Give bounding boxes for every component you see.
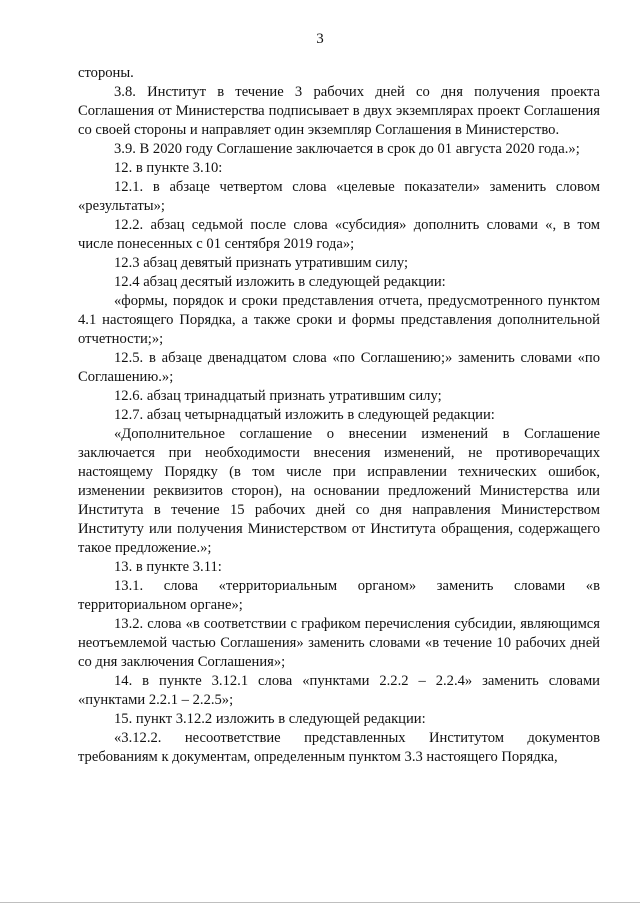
paragraph-item-12-6: 12.6. абзац тринадцатый признать утратившим силу; xyxy=(114,388,442,404)
paragraph-item-14: 14. в пункте 3.12.1 слова «пунктами 2.2.2 – 2.2.4» заменить словами «пунктами 2.2.1 – 2.2.5»; xyxy=(78,673,600,708)
scan-edge-line xyxy=(0,902,640,903)
paragraph-item-12: 12. в пункте 3.10: xyxy=(114,160,223,176)
paragraph-item-12-1: 12.1. в абзаце четвертом слова «целевые показатели» заменить словом «результаты»; xyxy=(78,179,600,214)
document-body xyxy=(78,64,600,767)
paragraph-quote-3-12-2: «3.12.2. несоответствие представленных Институтом документов требованиям к документам, определенным пунктом 3.3 настоящего Порядка, xyxy=(78,730,600,765)
paragraph-item-12-4: 12.4 абзац десятый изложить в следующей редакции: xyxy=(114,274,446,290)
page-number: 3 xyxy=(316,31,324,47)
paragraph-3-9: 3.9. В 2020 году Соглашение заключается в срок до 01 августа 2020 года.»; xyxy=(114,141,580,157)
paragraph-item-13: 13. в пункте 3.11: xyxy=(114,559,222,575)
paragraph-item-13-2: 13.2. слова «в соответствии с графиком перечисления субсидии, являющимся неотъемлемой частью Соглашения» заменить словами «в течение 10 рабочих дней со дня заключения Соглашения»; xyxy=(78,616,600,670)
paragraph-3-8: 3.8. Институт в течение 3 рабочих дней со дня получения проекта Соглашения от Министерства подписывает в двух экземплярах проект Соглашения со своей стороны и направляет один экземпляр Соглашения в Министерство. xyxy=(78,84,600,138)
paragraph-item-12-2: 12.2. абзац седьмой после слова «субсидия» дополнить словами «, в том числе понесенных с 01 сентября 2019 года»; xyxy=(78,217,600,252)
paragraph-continuation: стороны. xyxy=(78,65,134,81)
paragraph-item-15: 15. пункт 3.12.2 изложить в следующей редакции: xyxy=(114,711,426,727)
paragraph-item-12-5: 12.5. в абзаце двенадцатом слова «по Соглашению;» заменить словами «по Соглашению.»; xyxy=(78,350,600,385)
paragraph-item-13-1: 13.1. слова «территориальным органом» заменить словами «в территориальном органе»; xyxy=(78,578,600,613)
paragraph-item-12-7: 12.7. абзац четырнадцатый изложить в следующей редакции: xyxy=(114,407,495,423)
paragraph-quote-additional-agreement: «Дополнительное соглашение о внесении изменений в Соглашение заключается при необходимости внесения изменений, не противоречащих настоящему Порядку (в том числе при исправлении технических ошибок, изменении реквизитов сторон), на основании предложений Министерства или Института в течение 15 рабочих дней со дня направления Министерством Институту или получения Министерством от Института обращения, содержащего такое предложение.»; xyxy=(78,426,600,556)
paragraph-quote-forms: «формы, порядок и сроки представления отчета, предусмотренного пунктом 4.1 настоящего Порядка, а также сроки и формы представления дополнительной отчетности;»; xyxy=(78,293,600,347)
paragraph-item-12-3: 12.3 абзац девятый признать утратившим силу; xyxy=(114,255,409,271)
